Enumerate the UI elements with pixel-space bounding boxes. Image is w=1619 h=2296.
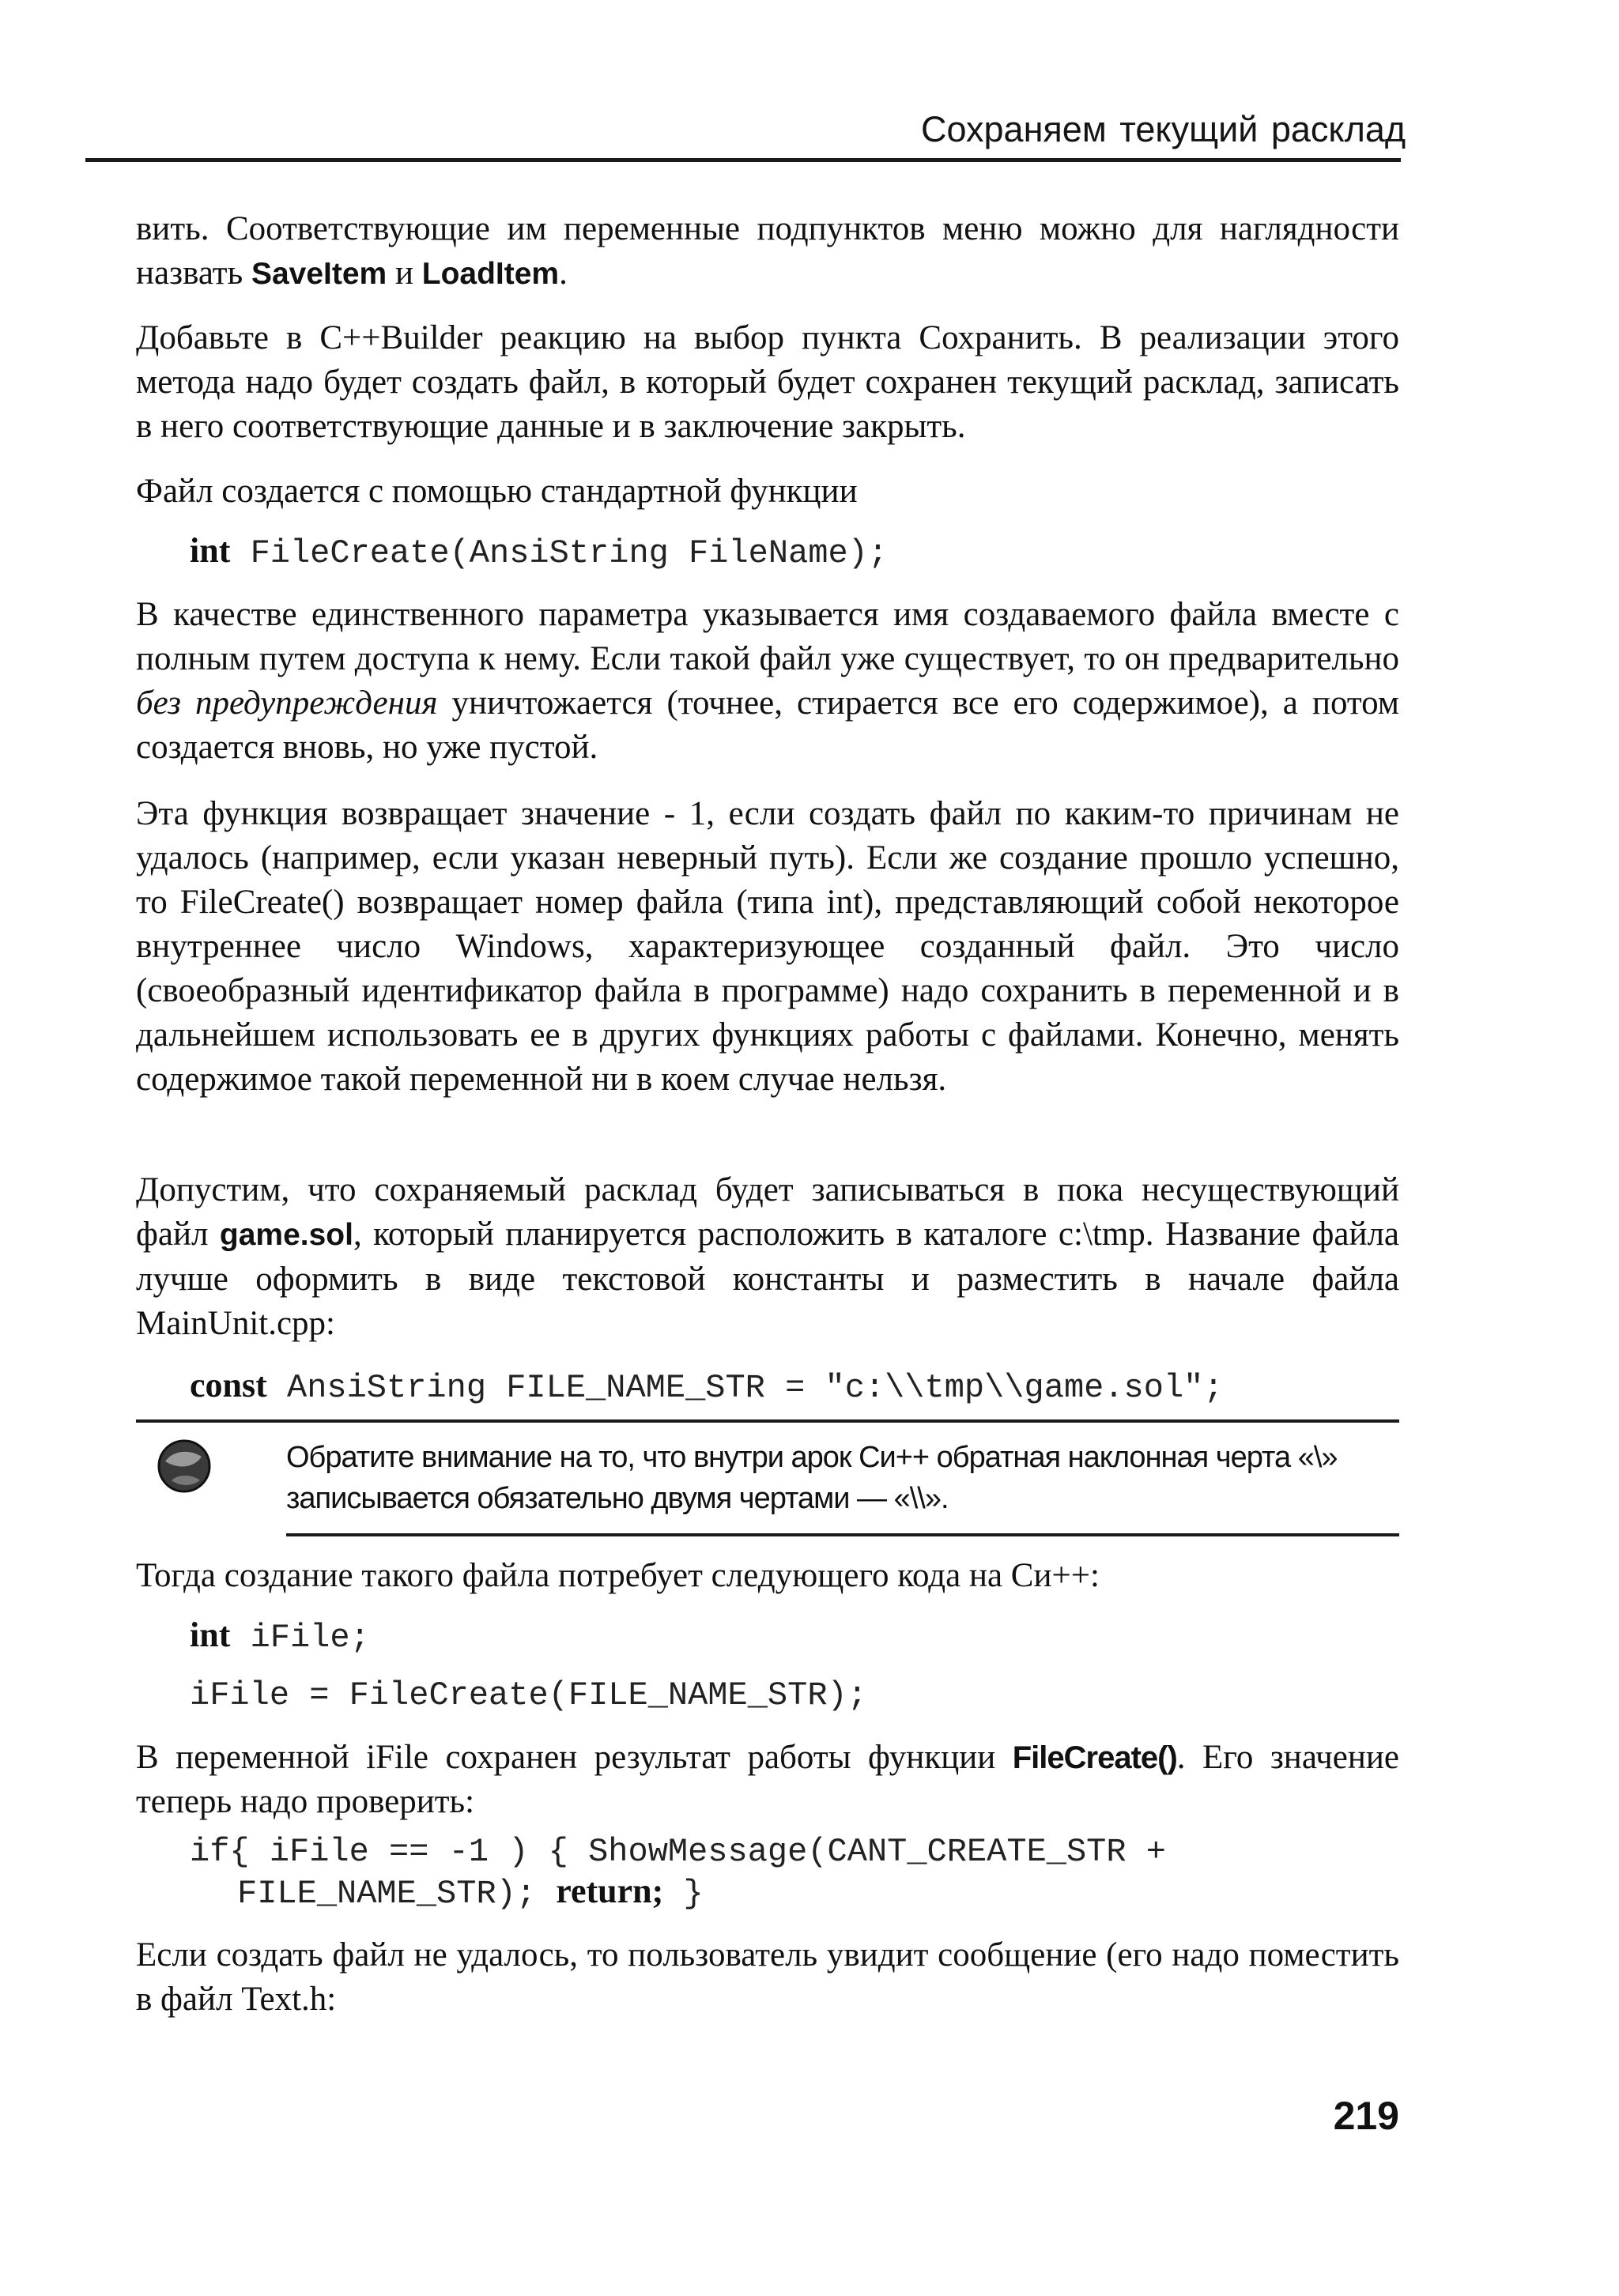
paragraph-1: вить. Соответствующие им переменные подпунктов меню можно для наглядности назвать SaveItem и LoadItem. (136, 210, 1399, 292)
code-filecreate-declaration: int FileCreate(AnsiString FileName); (190, 531, 889, 572)
running-head: Сохраняем текущий расклад (921, 109, 1406, 149)
menu-item-name-save: SaveItem (251, 257, 387, 291)
code-const-declaration: const AnsiString FILE_NAME_STR = "c:\\tmp\\game.sol"; (190, 1366, 1224, 1407)
paragraph-7: Тогда создание такого файла потребует следующего кода на Си++: (136, 1557, 1100, 1594)
note-text: Обратите внимание на то, что внутри арок Си++ обратная наклонная черта «\» записывается обязательно двумя чертами — «\\». (286, 1441, 1338, 1515)
note-bottom-rule (286, 1533, 1399, 1536)
paragraph-2: Добавьте в C++Builder реакцию на выбор пункта Сохранить. В реализации этого метода надо будет создать файл, в который будет сохранен текущий расклад, записать в него соответствующие данные и в заключение закрыть. (136, 319, 1399, 445)
paragraph-8: В переменной iFile сохранен результат работы функции FileCreate(). Его значение теперь надо проверить: (136, 1739, 1399, 1820)
code-ifile-assignment: iFile = FileCreate(FILE_NAME_STR); (190, 1676, 867, 1714)
page-number: 219 (1333, 2094, 1399, 2138)
function-name: FileCreate() (1012, 1740, 1177, 1775)
globe-note-icon (154, 1435, 217, 1498)
paragraph-9: Если создать файл не удалось, то пользователь увидит сообщение (его надо поместить в файл Text.h: (136, 1936, 1399, 2018)
code-if-check: if{ iFile == -1 ) { ShowMessage(CANT_CREATE_STR + FILE_NAME_STR); return; } (190, 1833, 1167, 1913)
paragraph-3: Файл создается с помощью стандартной функции (136, 473, 858, 510)
code-ifile-declaration: int iFile; (190, 1615, 370, 1657)
file-name: game.sol (219, 1218, 353, 1252)
menu-item-name-load: LoadItem (421, 257, 560, 291)
paragraph-5: Эта функция возвращает значение - 1, если создать файл по каким-то причинам не удалось (например, если указан неверный путь). Если же создание прошло успешно, то FileCreate() возвращает номер файла (типа int), представляющий собой некоторое внутреннее число Windows, характеризующее созданный файл. Это число (своеобразный идентификатор файла в программе) надо сохранить в переменной и в дальнейшем использовать ее в других функциях работы с файлами. Конечно, менять содержимое такой переменной ни в коем случае нельзя. (136, 795, 1399, 1098)
paragraph-6: Допустим, что сохраняемый расклад будет записываться в пока несуществующий файл game.sol, который планируется расположить в каталоге c:\tmp. Название файла лучше оформить в виде текстовой константы и разместить в начале файла MainUnit.cpp: (136, 1171, 1399, 1342)
header-rule (85, 158, 1401, 162)
note-top-rule (136, 1419, 1399, 1423)
paragraph-4: В качестве единственного параметра указывается имя создаваемого файла вместе с полным путем доступа к нему. Если такой файл уже существует, то он предварительно без предупреждения уничтожается (точнее, стирается все его содержимое), а потом создается вновь, но уже пустой. (136, 596, 1400, 766)
